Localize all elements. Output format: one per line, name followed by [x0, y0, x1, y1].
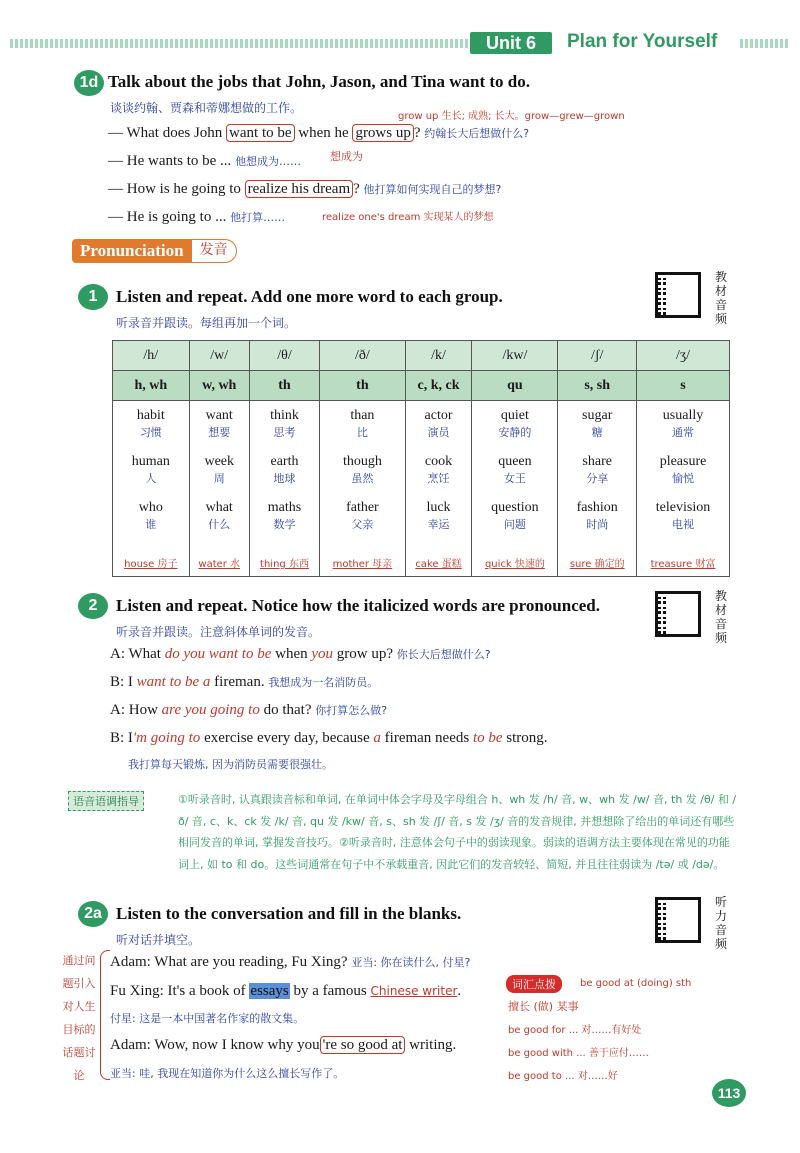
- tips-text: ①听录音时, 认真跟读音标和单词, 在单词中体会字母及字母组合 h、wh 发 /h/ 音, w、wh 发 /w/ 音, th 发 /θ/ 和 /ð/ 音, c、k、ck 发 /k/ 音, qu 发 /kw/ 音, s、sh 发 /ʃ/ 音, s 发 /ʒ/ 音的发音规律, 并想想除了给出的单词还有哪些相同发音的单词, 掌握发音技巧。②听录音时, 注意体会句子中的弱读现象。弱读的语调方法主要体现在常见的功能词上, 如 to 和 do。这些词通常在句子中不承载重音, 因此它们的发音较轻、简短, 并且往往弱读为 /tə/ 或 /də/。: [178, 793, 737, 871]
- word-cell: usually 通常 pleasure 愉悦 television 电视: [637, 401, 730, 551]
- dialogue-1d-line-4: — He is going to ... 他打算……: [108, 209, 286, 225]
- side-brace: [100, 950, 110, 1080]
- section-2a-badge: 2a: [78, 901, 108, 927]
- dialogue-2a-line-3: Adam: Wow, now I know why you 're so good at writing.: [110, 1037, 457, 1053]
- word-cell: quiet 安静的 queen 女王 question 问题: [472, 401, 558, 551]
- letter-spelling: w, wh: [189, 371, 249, 401]
- qr-label: 听力音频: [714, 895, 727, 951]
- phonetic-symbol: /kw/: [472, 341, 558, 371]
- qr-label: 教材音频: [714, 589, 727, 645]
- unit-title: Plan for Yourself: [567, 31, 718, 52]
- added-word: house 房子: [124, 559, 178, 571]
- added-word: sure 确定的: [569, 559, 625, 571]
- added-word: cake 蛋糕: [415, 559, 462, 571]
- dialogue-2-line-4-cn: 我打算每天锻炼, 因为消防员需要很强壮。: [128, 758, 333, 771]
- dialogue-2-line-2: B: I want to be a fireman. 我想成为一名消防员。: [110, 674, 379, 690]
- letter-spelling: th: [249, 371, 319, 401]
- vocab-item-2: be good for ... 对……有好处: [508, 1025, 642, 1036]
- want-to-be-note: 想成为: [330, 150, 363, 163]
- added-word: thing 东西: [260, 559, 309, 571]
- pronunciation-label-cn: 发音: [192, 239, 237, 263]
- letter-spelling: c, k, ck: [405, 371, 472, 401]
- tips-label: 语音语调指导: [68, 791, 144, 811]
- phonetic-symbol: /w/: [189, 341, 249, 371]
- dialogue-2-line-1: A: What do you want to be when you grow up? 你长大后想做什么?: [110, 646, 491, 662]
- dialogue-2a-line-2-cn: 付星: 这是一本中国著名作家的散文集。: [110, 1012, 305, 1025]
- section-2a-title: Listen to the conversation and fill in the blanks.: [116, 904, 462, 923]
- phrase-box-grows-up: grows up: [352, 124, 413, 142]
- dialogue-2-line-4: B: I'm going to exercise every day, because a fireman needs to be strong.: [110, 730, 548, 746]
- added-word: treasure 财富: [650, 559, 716, 571]
- dialogue-1d-line-1: — What does John want to be when he grows up ? 约翰长大后想做什么?: [108, 125, 530, 141]
- vocab-item-3: be good with ... 善于应付……: [508, 1048, 649, 1059]
- phonics-table: [112, 340, 730, 577]
- letter-spelling: th: [320, 371, 405, 401]
- phonetic-symbol: /h/: [113, 341, 190, 371]
- word-cell: actor 演员 cook 烹饪 luck 幸运: [405, 401, 472, 551]
- filled-blank: Chinese writer: [370, 984, 458, 998]
- word-cell: than 比 though 虽然 father 父亲: [320, 401, 405, 551]
- word-cell: habit 习惯 human 人 who 谁: [113, 401, 190, 551]
- section-1d-badge: 1d: [74, 70, 104, 96]
- unit-badge: Unit 6: [470, 32, 552, 54]
- phonics-symbol-row: [113, 341, 730, 371]
- added-word: water 水: [198, 559, 241, 571]
- phonetic-symbol: /ʃ/: [558, 341, 637, 371]
- phonics-words-row: [113, 401, 730, 551]
- dialogue-2a-line-1: Adam: What are you reading, Fu Xing? 亚当: 你在读什么, 付星?: [110, 954, 471, 970]
- section-2-badge: 2: [78, 593, 108, 619]
- qr-code-icon[interactable]: [655, 591, 701, 637]
- qr-code-icon[interactable]: [655, 897, 701, 943]
- grow-up-note: grow up 生长; 成熟; 长大。grow—grew—grown: [398, 111, 625, 122]
- dialogue-1d-line-3: — How is he going to realize his dream ? 他打算如何实现自己的梦想?: [108, 181, 502, 197]
- added-word: mother 母亲: [332, 559, 393, 571]
- word-cell: sugar 糖 share 分享 fashion 时尚: [558, 401, 637, 551]
- letter-spelling: s, sh: [558, 371, 637, 401]
- vocab-item-1: be good at (doing) sth: [580, 978, 692, 989]
- phonetic-symbol: /θ/: [249, 341, 319, 371]
- pronunciation-banner: [72, 239, 237, 263]
- pronunciation-label: Pronunciation: [72, 239, 192, 263]
- phonetic-symbol: /ʒ/: [637, 341, 730, 371]
- phrase-box-good-at: 're so good at: [320, 1036, 406, 1054]
- realize-dream-note: realize one's dream 实现某人的梦想: [322, 212, 494, 223]
- letter-spelling: qu: [472, 371, 558, 401]
- word-cell: want 想要 week 周 what 什么: [189, 401, 249, 551]
- word-cell: think 思考 earth 地球 maths 数学: [249, 401, 319, 551]
- section-2a-title-cn: 听对话并填空。: [116, 933, 201, 947]
- header-stripe: [10, 39, 470, 48]
- phrase-box-want-to-be: want to be: [226, 124, 294, 142]
- dialogue-1d-line-2: — He wants to be ... 他想成为……: [108, 153, 302, 169]
- section-1-title-cn: 听录音并跟读。每组再加一个词。: [116, 316, 297, 330]
- highlight-essays: essays: [250, 983, 289, 999]
- qr-label: 教材音频: [714, 270, 727, 326]
- phrase-box-realize-dream: realize his dream: [245, 180, 353, 198]
- section-1d-title-cn: 谈谈约翰、贾森和蒂娜想做的工作。: [110, 101, 303, 115]
- section-2-title: Listen and repeat. Notice how the italicized words are pronounced.: [116, 596, 601, 615]
- letter-spelling: s: [637, 371, 730, 401]
- letter-spelling: h, wh: [113, 371, 190, 401]
- section-1-title: Listen and repeat. Add one more word to each group.: [116, 287, 503, 306]
- phonetic-symbol: /ð/: [320, 341, 405, 371]
- dialogue-2-line-3: A: How are you going to do that? 你打算怎么做?: [110, 702, 388, 718]
- section-1d-title: Talk about the jobs that John, Jason, and Tina want to do.: [108, 72, 530, 91]
- vocab-item-4: be good to ... 对……好: [508, 1071, 618, 1082]
- dialogue-2a-line-3-cn: 亚当: 哇, 我现在知道你为什么这么擅长写作了。: [110, 1067, 345, 1080]
- added-word: quick 快速的: [484, 559, 545, 571]
- qr-code-icon[interactable]: [655, 272, 701, 318]
- section-2-title-cn: 听录音并跟读。注意斜体单词的发音。: [116, 625, 321, 639]
- phonics-spelling-row: [113, 371, 730, 401]
- header-stripe-right: [740, 39, 790, 48]
- phonics-extra-row: [113, 551, 730, 577]
- page-number: 113: [712, 1079, 746, 1107]
- section-1-badge: 1: [78, 284, 108, 310]
- dialogue-2a-line-2: Fu Xing: It's a book of essays by a famous Chinese writer.: [110, 983, 462, 999]
- vocab-item-1-cn: 擅长 (做) 某事: [508, 1000, 579, 1013]
- side-note: 通过问题引入对人生目标的话题讨论: [62, 954, 96, 1082]
- vocab-tag: 词汇点拨: [506, 975, 562, 993]
- phonetic-symbol: /k/: [405, 341, 472, 371]
